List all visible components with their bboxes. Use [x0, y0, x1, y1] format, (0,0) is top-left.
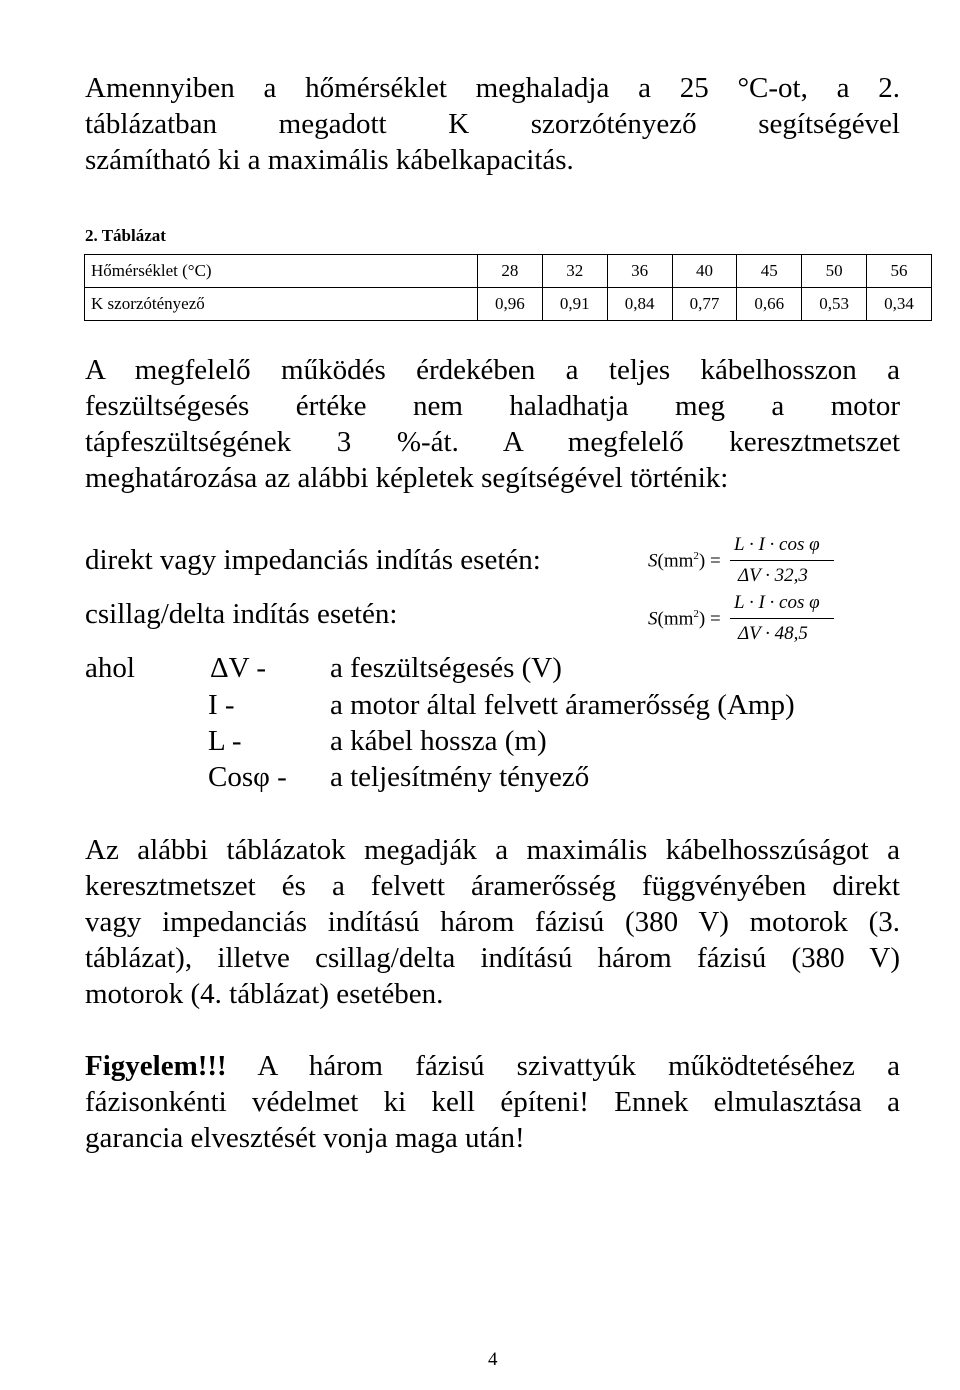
table-cell: 0,66 [737, 288, 802, 321]
table-caption: 2. Táblázat [85, 226, 166, 245]
formula-numerator: L · I · cos φ [734, 534, 820, 555]
direct-start-label: direkt vagy impedanciás indítás esetén: [85, 544, 541, 576]
table-cell: 0,53 [802, 288, 867, 321]
direct-start-formula [648, 532, 848, 592]
page-number: 4 [488, 1349, 498, 1370]
formula-denominator: ΔV · 32,3 [738, 565, 808, 586]
definition-symbol: L - [208, 725, 242, 757]
text-line: táblázat), illetve csillag/delta indítású három fázisú (380 V) [85, 942, 900, 974]
definition-symbol: ΔV - [210, 652, 266, 684]
fraction-bar [730, 560, 834, 561]
intro-paragraph [85, 70, 900, 178]
text-line: meghatározása az alábbi képletek segítségével történik: [85, 462, 729, 494]
definition-symbol: Cosφ - [208, 761, 287, 793]
formula-numerator: L · I · cos φ [734, 592, 820, 613]
fraction-bar [730, 618, 834, 619]
table-cell: 0,84 [607, 288, 672, 321]
definition-text: a teljesítmény tényező [330, 761, 590, 793]
table-cell: 0,77 [672, 288, 737, 321]
text-line: Az alábbi táblázatok megadják a maximális kábelhosszúságot a [85, 834, 900, 866]
warning-label: Figyelem!!! [85, 1050, 227, 1082]
table-cell: 0,91 [542, 288, 607, 321]
table-cell: 32 [542, 255, 607, 288]
text-line: motorok (4. táblázat) esetében. [85, 978, 444, 1010]
text-line: garancia elvesztését vonja maga után! [85, 1122, 525, 1154]
table-cell: 40 [672, 255, 737, 288]
text-line: táblázatban megadott K szorzótényező segítségével [85, 108, 900, 140]
warning-paragraph [85, 1048, 900, 1156]
formula-lhs: $S(mm^2)$ = [648, 608, 721, 630]
text-line: számítható ki a maximális kábelkapacitás. [85, 144, 574, 176]
table-cell: 0,34 [867, 288, 932, 321]
table-cell: 56 [867, 255, 932, 288]
tables-reference-paragraph [85, 832, 900, 1012]
table-cell: 36 [607, 255, 672, 288]
row-header: Hőmérséklet (°C) [85, 255, 478, 288]
text-line: keresztmetszet és a felvett áramerősség függvényében direkt [85, 870, 900, 902]
table-cell: 50 [802, 255, 867, 288]
voltage-drop-paragraph [85, 352, 900, 496]
row-header: K szorzótényező [85, 288, 478, 321]
formula-lhs: $S(mm^2)$ = [648, 550, 721, 572]
text-line: fázisonkénti védelmet ki kell építeni! Ennek elmulasztása a [85, 1086, 900, 1118]
text-line: A megfelelő működés érdekében a teljes kábelhosszon a [85, 354, 900, 386]
formula-denominator: ΔV · 48,5 [738, 623, 808, 644]
star-delta-start-label: csillag/delta indítás esetén: [85, 598, 398, 630]
star-delta-formula [648, 590, 848, 650]
text-line: tápfeszültségének 3 %-át. A megfelelő keresztmetszet [85, 426, 900, 458]
definition-text: a feszültségesés (V) [330, 652, 562, 684]
text-line: Figyelem!!! A három fázisú szivattyúk működtetéséhez a [85, 1050, 900, 1082]
definition-text: a kábel hossza (m) [330, 725, 547, 757]
table-cell: 45 [737, 255, 802, 288]
table-row [85, 255, 932, 288]
definition-symbol: I - [208, 689, 235, 721]
text-line: Amennyiben a hőmérséklet meghaladja a 25 °C-ot, a 2. [85, 72, 900, 104]
table-cell: 0,96 [478, 288, 543, 321]
definitions-intro: ahol [85, 652, 135, 684]
text-line: feszültségesés értéke nem haladhatja meg a motor [85, 390, 900, 422]
table-cell: 28 [478, 255, 543, 288]
temperature-factor-table [84, 254, 932, 321]
text-line: vagy impedanciás indítású három fázisú (380 V) motorok (3. [85, 906, 900, 938]
definition-text: a motor által felvett áramerősség (Amp) [330, 689, 795, 721]
table-row [85, 288, 932, 321]
